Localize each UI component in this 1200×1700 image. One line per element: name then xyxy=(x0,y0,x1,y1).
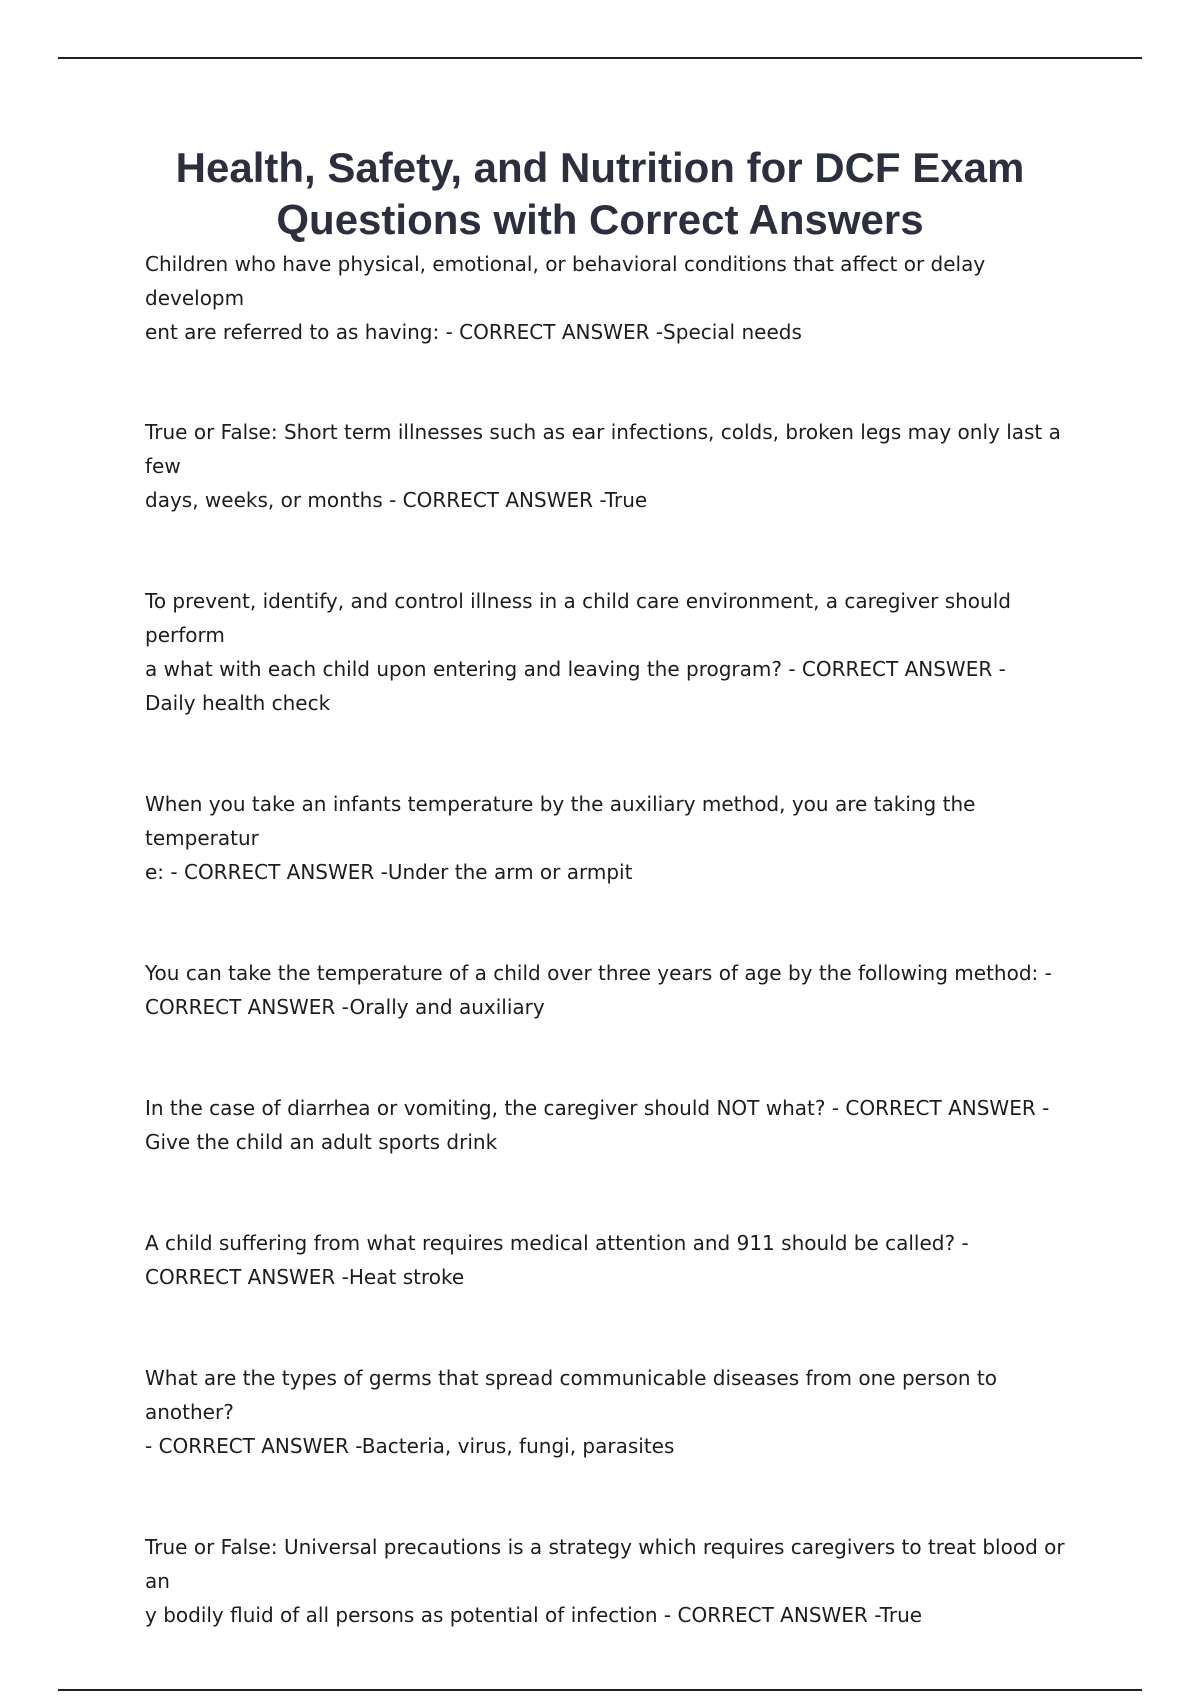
question-answer-6: In the case of diarrhea or vomiting, the caregiver should NOT what? - CORRECT ANSWER - Give the child an adult sports drink xyxy=(145,1096,1050,1154)
question-answer-7: A child suffering from what requires medical attention and 911 should be called? - CORRECT ANSWER -Heat stroke xyxy=(145,1231,969,1289)
question-answer-2: True or False: Short term illnesses such as ear infections, colds, broken legs may only last a few days, weeks, or months - CORRECT ANSWER -True xyxy=(145,420,1061,512)
top-rule xyxy=(58,57,1142,59)
question-answer-1: Children who have physical, emotional, or behavioral conditions that affect or delay developm ent are referred to as having: - CORRECT ANSWER -Special needs xyxy=(145,252,986,344)
document-title: Health, Safety, and Nutrition for DCF Exam Questions with Correct Answers xyxy=(175,144,1025,243)
question-answer-9: True or False: Universal precautions is a strategy which requires caregivers to treat blood or an y bodily fluid of all persons as potential of infection - CORRECT ANSWER -True xyxy=(145,1535,1065,1627)
bottom-rule xyxy=(58,1689,1142,1691)
question-answer-5: You can take the temperature of a child over three years of age by the following method: - CORRECT ANSWER -Orally and auxiliary xyxy=(145,961,1052,1019)
question-answer-4: When you take an infants temperature by the auxiliary method, you are taking the temperatur e: - CORRECT ANSWER -Under the arm or armpit xyxy=(145,792,976,884)
question-list xyxy=(145,247,1090,1632)
question-answer-3: To prevent, identify, and control illness in a child care environment, a caregiver should perform a what with each child upon entering and leaving the program? - CORRECT ANSWER - Daily health check xyxy=(145,589,1011,715)
question-answer-8: What are the types of germs that spread communicable diseases from one person to another? - CORRECT ANSWER -Bacteria, virus, fungi, parasites xyxy=(145,1366,997,1458)
